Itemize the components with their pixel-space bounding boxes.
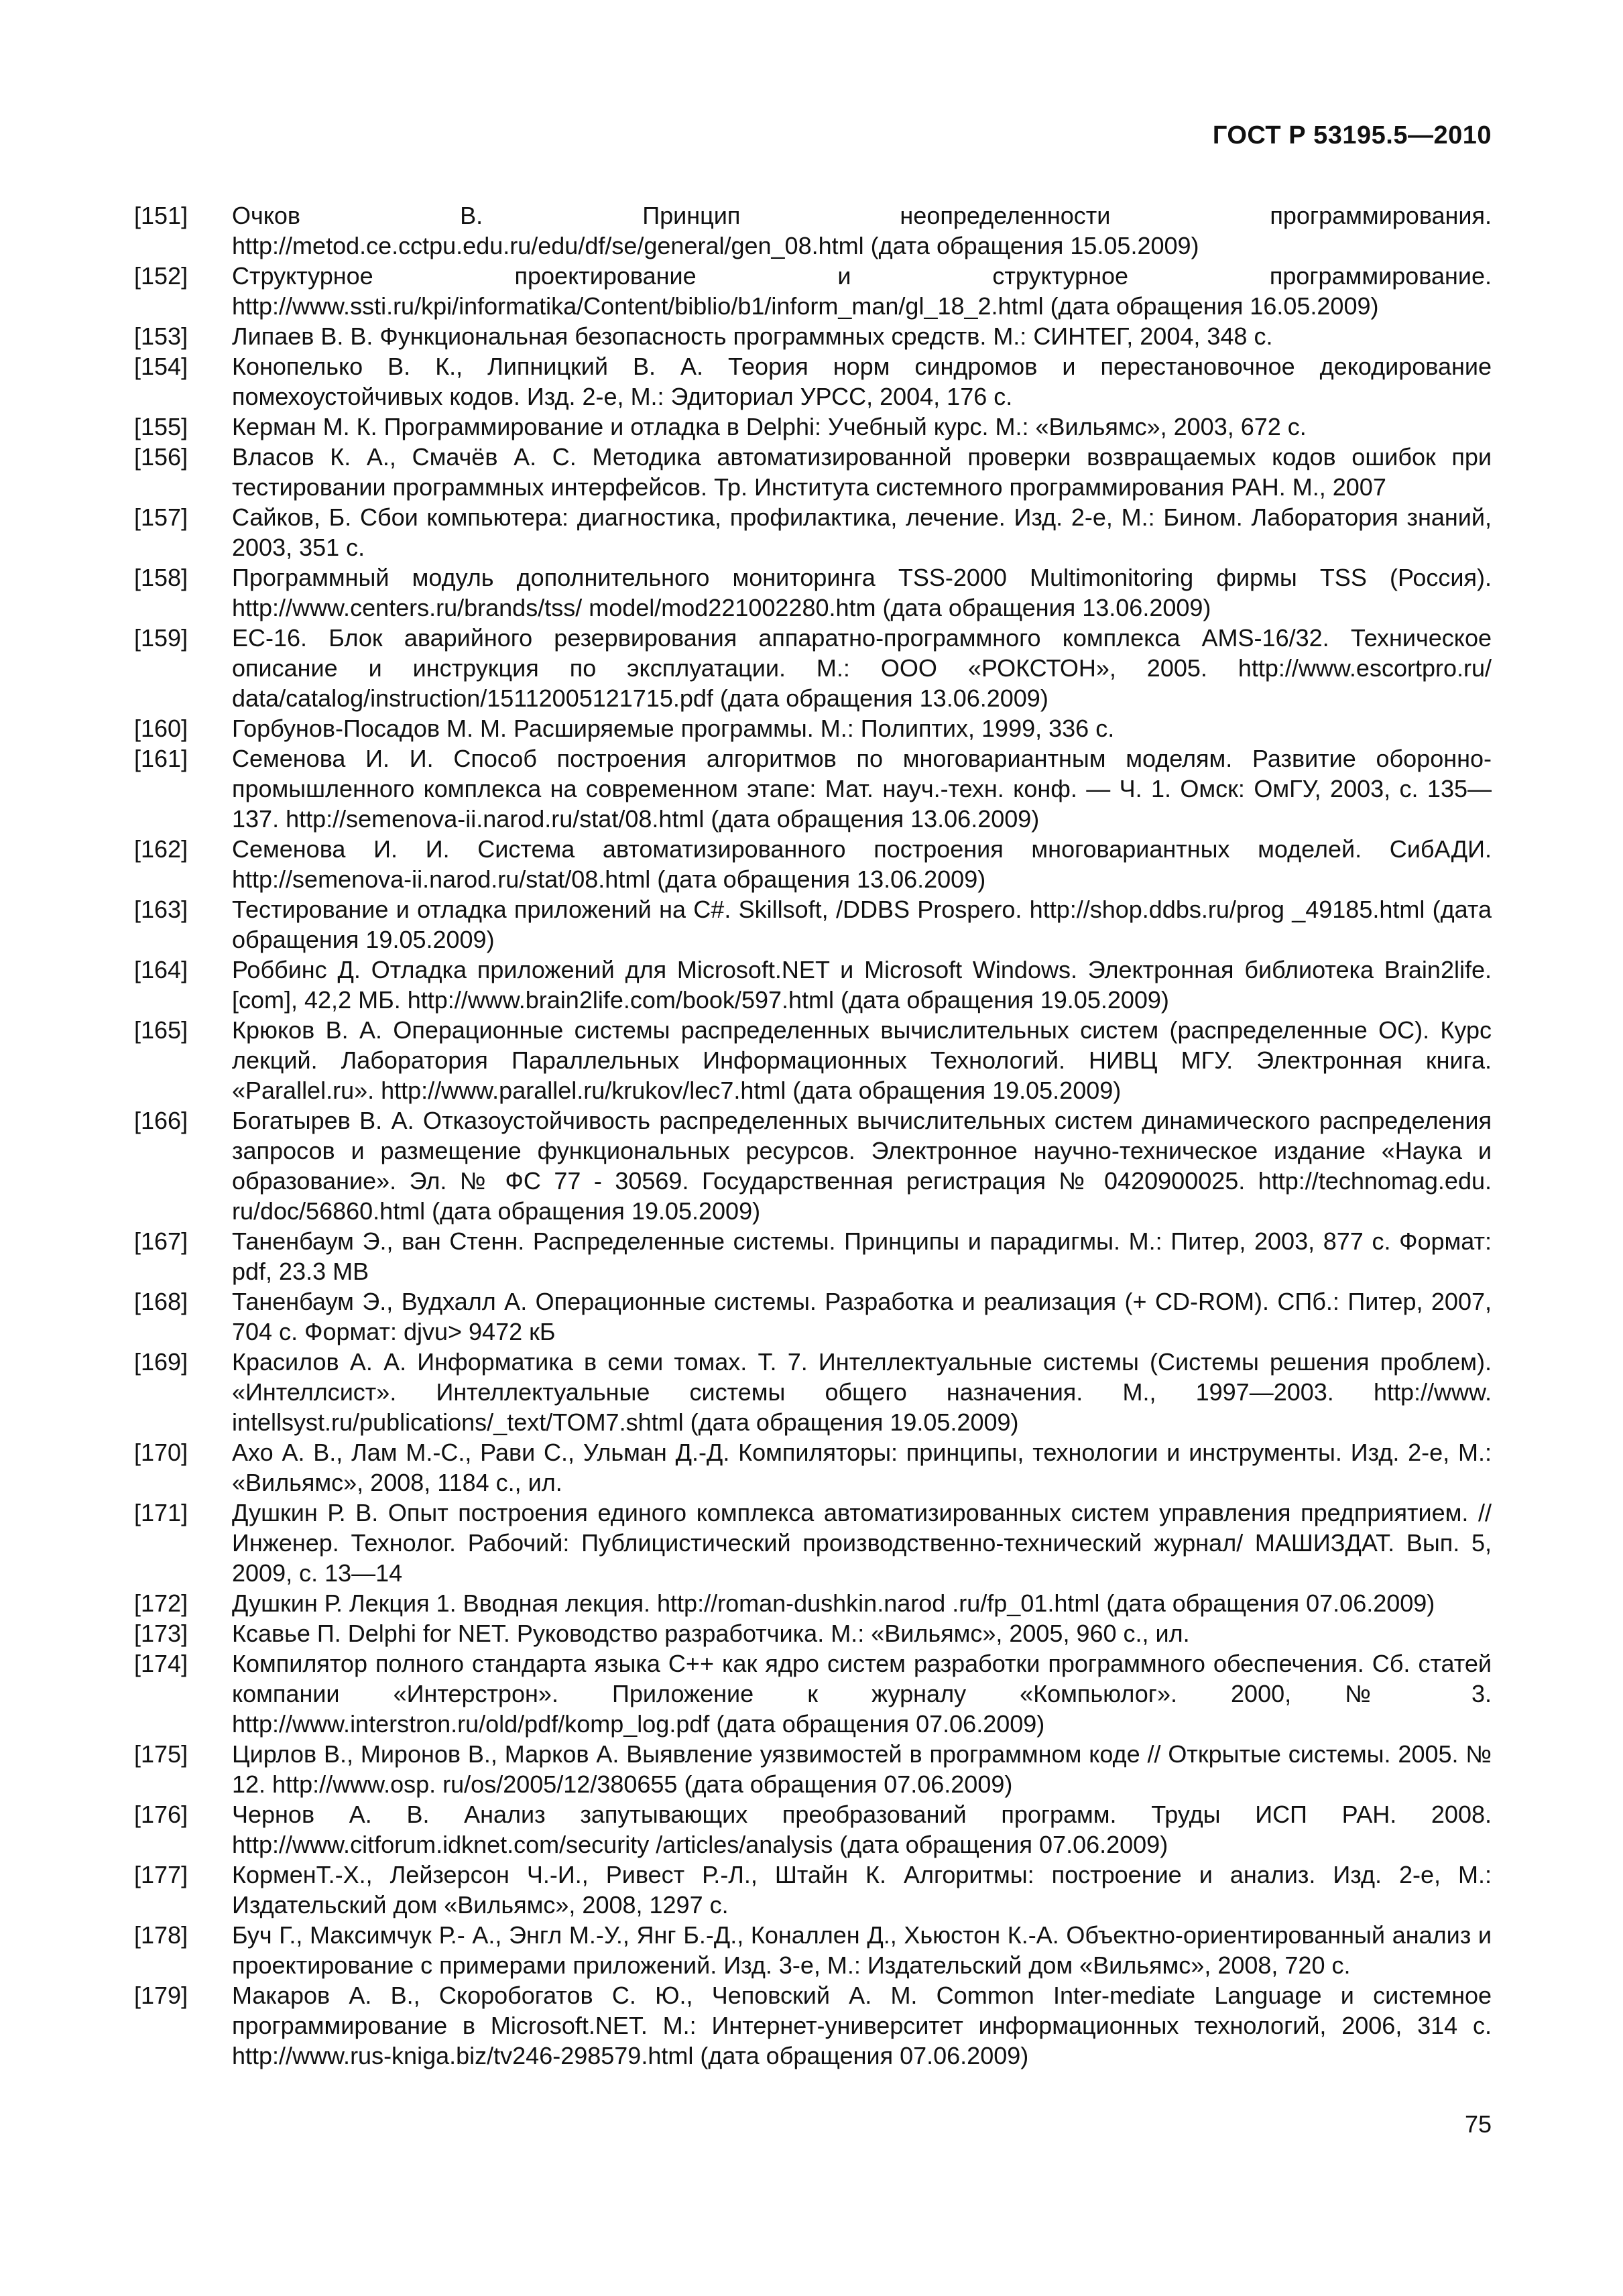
reference-item: [134, 351, 1492, 412]
reference-number: [167]: [134, 1227, 188, 1255]
reference-item: [134, 1860, 1492, 1920]
reference-item: [134, 442, 1492, 502]
reference-item: [134, 1799, 1492, 1860]
reference-text: Горбунов-Посадов М. М. Расширяемые программы. М.: Полиптих, 1999, 336 с.: [232, 715, 1115, 742]
reference-item: [134, 1618, 1492, 1648]
reference-text: Очков В. Принцип неопределенности программирования. http://metod.ce.cctpu.edu.ru/edu/df/se/general/gen_08.html (дата обращения 15.05.2009): [232, 202, 1492, 259]
reference-item: [134, 502, 1492, 562]
reference-item: [134, 894, 1492, 955]
reference-number: [151]: [134, 202, 188, 229]
reference-number: [170]: [134, 1439, 188, 1466]
page-number: 75: [1464, 2110, 1492, 2138]
reference-text: Таненбаум Э., ван Стенн. Распределенные системы. Принципы и парадигмы. М.: Питер, 2003, 877 с. Формат: pdf, 23.3 MB: [232, 1227, 1492, 1285]
reference-text: Роббинс Д. Отладка приложений для Microsoft.NET и Microsoft Windows. Электронная библиотека Brain2life.[com], 42,2 МБ. http://www.brain2life.com/book/597.html (дата обращения 19.05.2009): [232, 956, 1492, 1014]
reference-number: [160]: [134, 715, 188, 742]
reference-number: [159]: [134, 624, 188, 652]
reference-item: [134, 955, 1492, 1015]
reference-text: Буч Г., Максимчук Р.- А., Энгл М.-У., Янг Б.-Д., Коналлен Д., Хьюстон К.-А. Объектно-ориентированный анализ и проектирование с примерами приложений. Изд. 3-е, М.: Издательский дом «Вильямс», 2008, 720 с.: [232, 1921, 1492, 1979]
reference-item: [134, 1437, 1492, 1498]
reference-number: [156]: [134, 443, 188, 471]
reference-text: Власов К. А., Смачёв А. С. Методика автоматизированной проверки возвращаемых кодов ошибок при тестировании программных интерфейсов. Тр. Института системного программирования РАН. М., 2007: [232, 443, 1492, 501]
reference-text: Душкин Р. Лекция 1. Вводная лекция. http://roman-dushkin.narod .ru/fp_01.html (дата обращения 07.06.2009): [232, 1589, 1435, 1617]
reference-number: [152]: [134, 262, 188, 290]
reference-number: [164]: [134, 956, 188, 983]
reference-number: [153]: [134, 322, 188, 350]
reference-item: [134, 1648, 1492, 1739]
reference-text: Красилов А. А. Информатика в семи томах. Т. 7. Интеллектуальные системы (Системы решения проблем). «Интеллсист». Интеллектуальные системы общего назначения. М., 1997—2003. http://www. intellsyst.ru/publications/_text/TOM7.shtml (дата обращения 19.05.2009): [232, 1348, 1492, 1436]
reference-item: [134, 713, 1492, 743]
reference-number: [174]: [134, 1650, 188, 1677]
reference-text: EC-16. Блок аварийного резервирования аппаратно-программного комплекса AMS-16/32. Техническое описание и инструкция по эксплуатации. М.: ООО «РОКСТОН», 2005. http://www.escortpro.ru/ data/catalog/instruction/15112005121715.pdf (дата обращения 13.06.2009): [232, 624, 1492, 712]
reference-item: [134, 743, 1492, 834]
reference-text: Цирлов В., Миронов В., Марков А. Выявление уязвимостей в программном коде // Открытые системы. 2005. № 12. http://www.osp. ru/os/2005/12/380655 (дата обращения 07.06.2009): [232, 1740, 1492, 1798]
reference-number: [155]: [134, 413, 188, 440]
reference-item: [134, 1226, 1492, 1286]
reference-item: [134, 1015, 1492, 1105]
reference-number: [168]: [134, 1288, 188, 1315]
reference-text: Компилятор полного стандарта языка C++ как ядро систем разработки программного обеспечения. Сб. статей компании «Интерстрон». Приложение к журналу «Компьюлог». 2000, № 3. http://www.interstron.ru/old/pdf/komp_log.pdf (дата обращения 07.06.2009): [232, 1650, 1492, 1738]
reference-text: Таненбаум Э., Вудхалл А. Операционные системы. Разработка и реализация (+ CD-ROM). СПб.: Питер, 2007, 704 с. Формат: djvu> 9472 кБ: [232, 1288, 1492, 1345]
reference-number: [173]: [134, 1620, 188, 1647]
reference-number: [172]: [134, 1589, 188, 1617]
document-standard-header: ГОСТ Р 53195.5—2010: [1212, 121, 1492, 149]
reference-number: [166]: [134, 1107, 188, 1134]
reference-text: Тестирование и отладка приложений на C#. Skillsoft, /DDBS Prospero. http://shop.ddbs.ru/prog _49185.html (дата обращения 19.05.2009): [232, 896, 1492, 953]
reference-item: [134, 1920, 1492, 1980]
reference-text: Богатырев В. А. Отказоустойчивость распределенных вычислительных систем динамического распределения запросов и размещение функциональных ресурсов. Электронное научно-техническое издание «Наука и образование». Эл. № ФС 77 - 30569. Государственная регистрация № 0420900025. http://technomag.edu. ru/doc/56860.html (дата обращения 19.05.2009): [232, 1107, 1492, 1225]
reference-text: Керман М. К. Программирование и отладка в Delphi: Учебный курс. М.: «Вильямс», 2003, 672 с.: [232, 413, 1307, 440]
reference-item: [134, 261, 1492, 321]
reference-number: [157]: [134, 503, 188, 531]
reference-number: [161]: [134, 745, 188, 772]
reference-number: [154]: [134, 353, 188, 380]
reference-item: [134, 412, 1492, 442]
reference-item: [134, 562, 1492, 623]
reference-item: [134, 1980, 1492, 2071]
reference-number: [163]: [134, 896, 188, 923]
reference-item: [134, 200, 1492, 261]
reference-number: [177]: [134, 1861, 188, 1888]
reference-text: Семенова И. И. Система автоматизированного построения многовариантных моделей. СибАДИ. http://semenova-ii.narod.ru/stat/08.html (дата обращения 13.06.2009): [232, 835, 1492, 893]
reference-text: КорменТ.-Х., Лейзерсон Ч.-И., Ривест Р.-Л., Штайн К. Алгоритмы: построение и анализ. Изд. 2-е, М.: Издательский дом «Вильямс», 2008, 1297 с.: [232, 1861, 1492, 1919]
reference-item: [134, 1347, 1492, 1437]
reference-item: [134, 623, 1492, 713]
reference-item: [134, 1739, 1492, 1799]
reference-item: [134, 834, 1492, 894]
reference-number: [176]: [134, 1801, 188, 1828]
reference-text: Крюков В. А. Операционные системы распределенных вычислительных систем (распределенные ОС). Курс лекций. Лаборатория Параллельных Информационных Технологий. НИВЦ МГУ. Электронная книга. «Parallel.ru». http://www.parallel.ru/krukov/lec7.html (дата обращения 19.05.2009): [232, 1016, 1492, 1104]
reference-number: [158]: [134, 564, 188, 591]
reference-item: [134, 1498, 1492, 1588]
reference-item: [134, 321, 1492, 351]
reference-text: Ахо А. В., Лам М.-С., Рави С., Ульман Д.-Д. Компиляторы: принципы, технологии и инструменты. Изд. 2-е, М.: «Вильямс», 2008, 1184 с., ил.: [232, 1439, 1492, 1496]
reference-text: Структурное проектирование и структурное программирование. http://www.ssti.ru/kpi/informatika/Content/biblio/b1/inform_man/gl_18_2.html (дата обращения 16.05.2009): [232, 262, 1492, 320]
reference-item: [134, 1588, 1492, 1618]
reference-text: Чернов А. В. Анализ запутывающих преобразований программ. Труды ИСП РАН. 2008. http://www.citforum.idknet.com/security /articles/analysis (дата обращения 07.06.2009): [232, 1801, 1492, 1858]
reference-text: Сайков, Б. Сбои компьютера: диагностика, профилактика, лечение. Изд. 2-е, М.: Бином. Лаборатория знаний, 2003, 351 с.: [232, 503, 1492, 561]
reference-number: [171]: [134, 1499, 188, 1526]
reference-number: [162]: [134, 835, 188, 863]
reference-text: Семенова И. И. Способ построения алгоритмов по многовариантным моделям. Развитие оборонно-промышленного комплекса на современном этапе: Мат. науч.-техн. конф. — Ч. 1. Омск: ОмГУ, 2003, с. 135—137. http://semenova-ii.narod.ru/stat/08.html (дата обращения 13.06.2009): [232, 745, 1492, 833]
reference-text: Душкин Р. В. Опыт построения единого комплекса автоматизированных систем управления предприятием. // Инженер. Технолог. Рабочий: Публицистический производственно-технический журнал/ МАШИЗДАТ. Вып. 5, 2009, с. 13—14: [232, 1499, 1492, 1587]
reference-text: Липаев В. В. Функциональная безопасность программных средств. М.: СИНТЕГ, 2004, 348 с.: [232, 322, 1273, 350]
reference-item: [134, 1105, 1492, 1226]
reference-number: [175]: [134, 1740, 188, 1768]
reference-list: [134, 200, 1492, 2071]
reference-item: [134, 1286, 1492, 1347]
reference-number: [178]: [134, 1921, 188, 1949]
reference-text: Программный модуль дополнительного мониторинга TSS-2000 Multimonitoring фирмы TSS (Россия). http://www.centers.ru/brands/tss/ model/mod221002280.htm (дата обращения 13.06.2009): [232, 564, 1492, 621]
reference-text: Макаров А. В., Скоробогатов С. Ю., Чеповский А. М. Common Inter-mediate Language и системное программирование в Microsoft.NET. М.: Интернет-университет информационных технологий, 2006, 314 с. http://www.rus-kniga.biz/tv246-298579.html (дата обращения 07.06.2009): [232, 1982, 1492, 2069]
reference-number: [169]: [134, 1348, 188, 1376]
reference-text: Конопелько В. К., Липницкий В. А. Теория норм синдромов и перестановочное декодирование помехоустойчивых кодов. Изд. 2-е, М.: Эдиториал УРСС, 2004, 176 с.: [232, 353, 1492, 410]
reference-number: [165]: [134, 1016, 188, 1044]
reference-number: [179]: [134, 1982, 188, 2009]
reference-text: Ксавье П. Delphi for NET. Руководство разработчика. М.: «Вильямс», 2005, 960 с., ил.: [232, 1620, 1190, 1647]
